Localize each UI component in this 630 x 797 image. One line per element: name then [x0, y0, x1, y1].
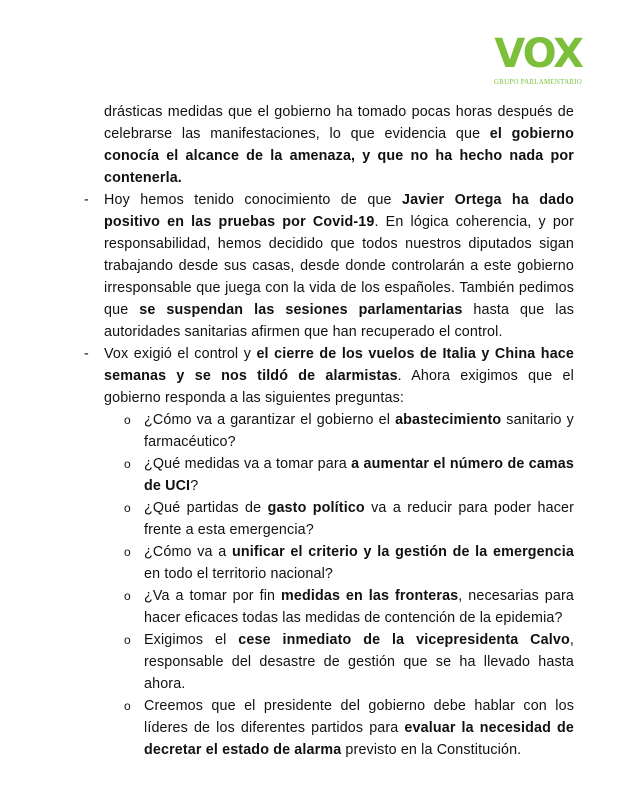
text-run: va a reducir para poder hacer frente a esta emergencia? [144, 500, 575, 538]
circle-bullet-icon: o [124, 699, 131, 713]
text-run: . Ahora exigimos que el gobierno responda a las siguientes preguntas: [104, 368, 574, 406]
question-item [104, 695, 574, 761]
document-body [84, 101, 575, 761]
bold-text: el gobierno conocía el alcance de la amenaza, y que no ha hecho nada por contenerla. [104, 126, 574, 186]
question-list [104, 409, 574, 761]
text-run: , responsable del desastre de gestión que se ha llevado hasta ahora. [144, 632, 574, 692]
circle-bullet-icon: o [124, 545, 131, 559]
text-run: previsto en la Constitución. [341, 742, 522, 758]
bold-text: Javier Ortega ha dado positivo en las pruebas por Covid-19 [104, 192, 575, 230]
text-run: Hoy hemos tenido conocimiento de que [104, 192, 403, 208]
dash-item-text [104, 189, 574, 343]
circle-bullet-icon: o [124, 457, 131, 471]
bold-text: se suspendan las sesiones parlamentarias [139, 302, 463, 318]
bold-text: el cierre de los vuelos de Italia y China hace semanas y se nos tildó de alarmistas [104, 346, 574, 384]
circle-bullet-icon: o [124, 633, 131, 647]
text-run: drásticas medidas que el gobierno ha tomado pocas horas después de celebrarse las manifestaciones, lo que evidencia que [104, 104, 574, 142]
vox-logo [494, 31, 582, 86]
text-run: Creemos que el presidente del gobierno debe hablar con los líderes de los diferentes partidos para [144, 698, 574, 736]
circle-bullet-icon: o [124, 589, 131, 603]
text-run: sanitario y farmacéutico? [144, 412, 574, 450]
bold-text: a aumentar el número de camas de UCI [144, 456, 574, 494]
text-run: ¿Cómo va a garantizar el gobierno el [144, 412, 396, 428]
dash-marker: - [84, 346, 89, 362]
logo-subtitle: GRUPO PARLAMENTARIO [494, 78, 582, 86]
text-run: Exigimos el [144, 632, 239, 648]
question-item [104, 585, 574, 629]
dash-list-item [84, 343, 575, 761]
bold-text: abastecimiento [395, 412, 502, 428]
bold-text: medidas en las fronteras [281, 588, 459, 604]
text-run: . En lógica coherencia, y por responsabilidad, hemos decidido que todos nuestros diputados sigan trabajando desde sus casas, desde donde controlarán a este gobierno irresponsable que juega con la vida de los españoles. También pedimos que [104, 214, 574, 318]
question-item [104, 497, 574, 541]
text-run: hasta que las autoridades sanitarias afirmen que han recuperado el control. [104, 302, 574, 340]
question-item [104, 541, 574, 585]
text-run: ¿Cómo va a [144, 544, 232, 560]
dash-list-item [84, 189, 575, 343]
intro-paragraph [104, 101, 574, 189]
dash-list [84, 189, 575, 761]
dash-marker: - [84, 192, 89, 208]
text-run: ¿Qué partidas de [144, 500, 268, 516]
bold-text: evaluar la necesidad de decretar el estado de alarma [144, 720, 574, 758]
text-run: en todo el territorio nacional? [144, 566, 334, 582]
circle-bullet-icon: o [124, 413, 131, 427]
text-run: ¿Qué medidas va a tomar para [144, 456, 352, 472]
dash-item-text [104, 343, 574, 409]
text-run: , necesarias para hacer eficaces todas las medidas de contención de la epidemia? [144, 588, 574, 626]
bold-text: unificar el criterio y la gestión de la emergencia [231, 544, 574, 560]
circle-bullet-icon: o [124, 501, 131, 515]
question-item [104, 629, 574, 695]
text-run: ? [190, 478, 199, 494]
bold-text: gasto político [267, 500, 365, 516]
text-run: Vox exigió el control y [104, 346, 257, 362]
logo-wordmark: VOX [494, 31, 582, 77]
question-item [104, 453, 574, 497]
question-item [104, 409, 574, 453]
bold-text: cese inmediato de la vicepresidenta Calvo [238, 632, 570, 648]
text-run: ¿Va a tomar por fin [144, 588, 281, 604]
